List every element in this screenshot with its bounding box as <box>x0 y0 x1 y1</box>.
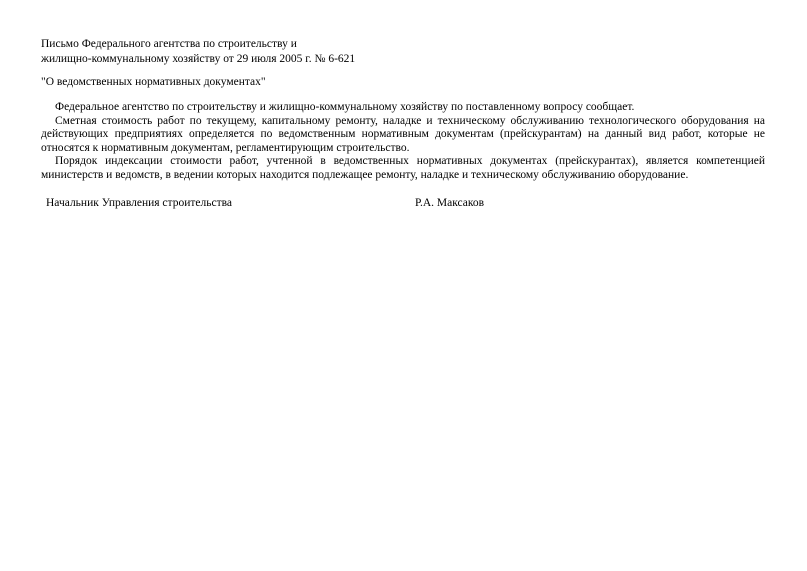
paragraph-3: Порядок индексации стоимости работ, учтенной в ведомственных нормативных документах (прейскурантах), является компетенцией министерств и ведомств, в ведении которых находится подлежащее ремонту, наладке и техническому обслуживанию оборудование. <box>41 155 765 181</box>
header-line-1: Письмо Федерального агентства по строительству и <box>41 38 297 50</box>
signature-position: Начальник Управления строительства <box>46 197 232 209</box>
paragraph-2: Сметная стоимость работ по текущему, капитальному ремонту, наладке и техническому обслуживанию технологического оборудования на действующих предприятиях определяется по ведомственным нормативным документам (прейскурантам) на данный вид работ, которые не относятся к нормативным документам, регламентирующим строительство. <box>41 114 765 154</box>
letter-subject: "О ведомственных нормативных документах" <box>41 76 266 88</box>
letter-header <box>41 37 355 67</box>
signature-name: Р.А. Максаков <box>415 197 485 209</box>
paragraph-1: Федеральное агентство по строительству и жилищно-коммунальному хозяйству по поставленному вопросу сообщает. <box>55 101 635 113</box>
header-line-2: жилищно-коммунальному хозяйству от 29 июля 2005 г. № 6-621 <box>41 53 356 65</box>
letter-body <box>41 101 765 183</box>
